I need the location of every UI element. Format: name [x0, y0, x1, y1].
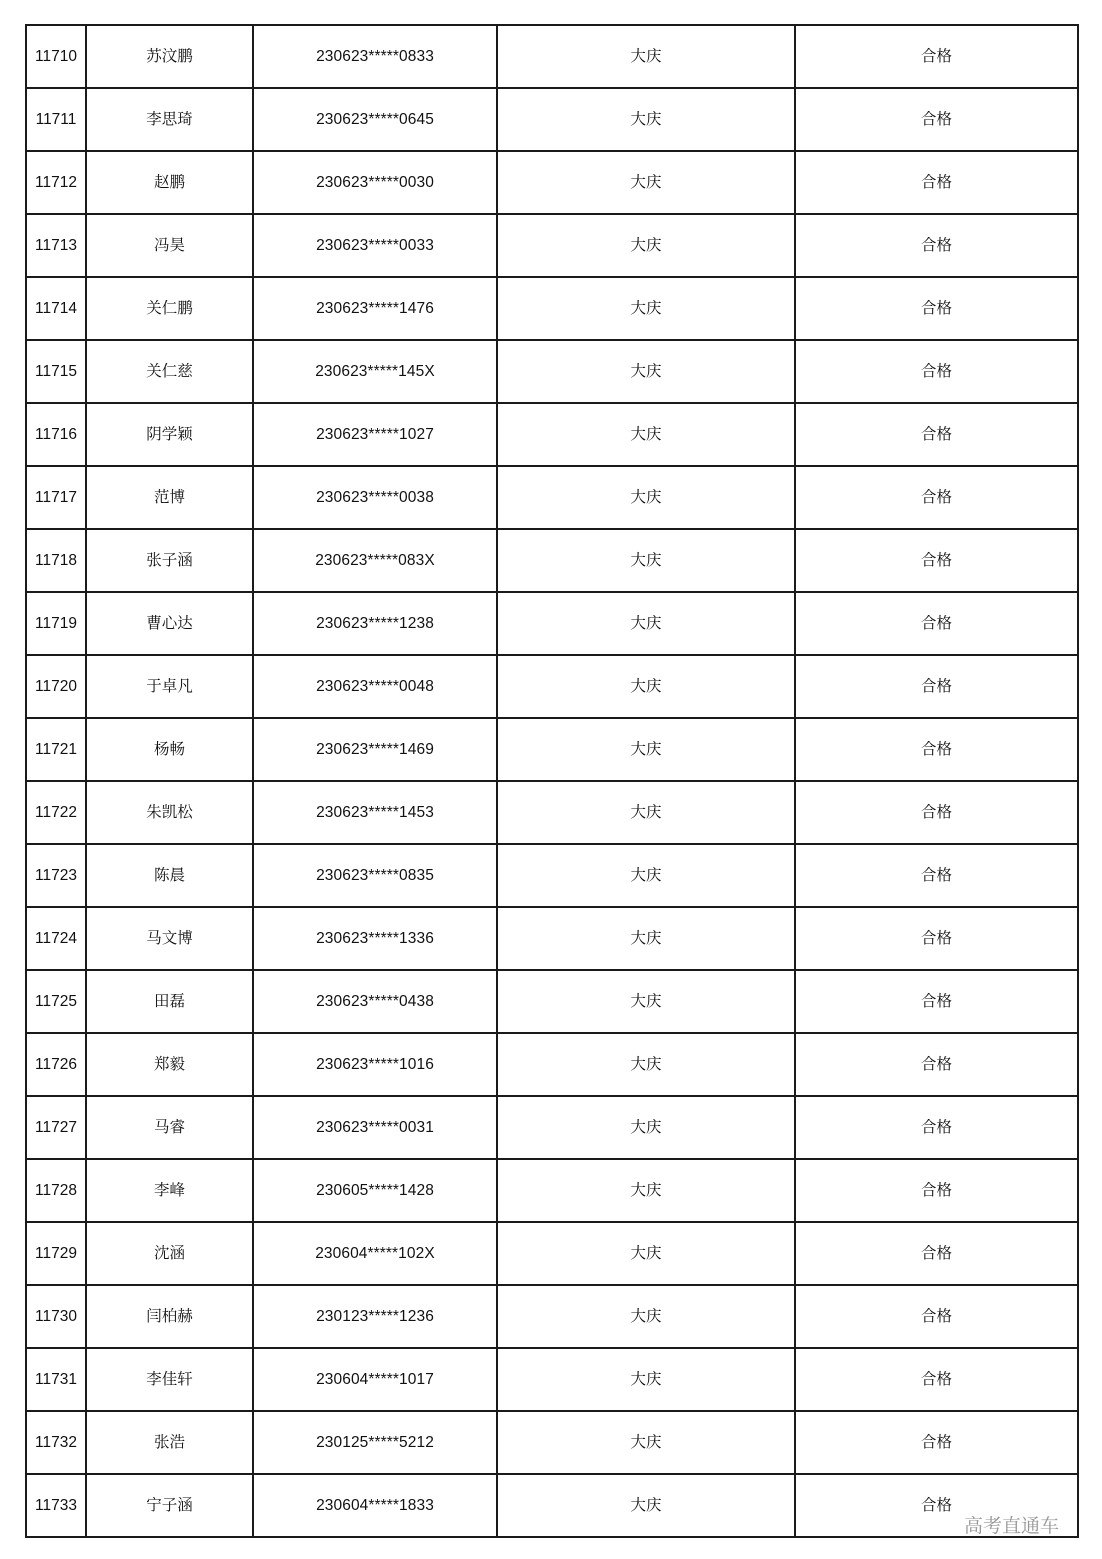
table-row [26, 781, 1078, 844]
cell-name: 李佳轩 [86, 1348, 253, 1411]
table-row [26, 1222, 1078, 1285]
cell-result: 合格 [795, 970, 1078, 1033]
cell-result: 合格 [795, 1474, 1078, 1537]
table-row [26, 214, 1078, 277]
cell-name: 朱凯松 [86, 781, 253, 844]
cell-city: 大庆 [497, 403, 795, 466]
cell-name: 陈晨 [86, 844, 253, 907]
cell-name: 关仁鹏 [86, 277, 253, 340]
cell-city: 大庆 [497, 1159, 795, 1222]
cell-serial-number: 11719 [26, 592, 86, 655]
cell-name: 宁子涵 [86, 1474, 253, 1537]
cell-serial-number: 11720 [26, 655, 86, 718]
cell-result: 合格 [795, 844, 1078, 907]
table-row [26, 1474, 1078, 1537]
cell-name: 张浩 [86, 1411, 253, 1474]
cell-name: 于卓凡 [86, 655, 253, 718]
table-row [26, 718, 1078, 781]
cell-name: 田磊 [86, 970, 253, 1033]
cell-serial-number: 11713 [26, 214, 86, 277]
cell-city: 大庆 [497, 340, 795, 403]
cell-id-number: 230123*****1236 [253, 1285, 497, 1348]
cell-city: 大庆 [497, 88, 795, 151]
cell-result: 合格 [795, 340, 1078, 403]
cell-serial-number: 11730 [26, 1285, 86, 1348]
cell-result: 合格 [795, 88, 1078, 151]
cell-city: 大庆 [497, 1411, 795, 1474]
cell-id-number: 230623*****0835 [253, 844, 497, 907]
cell-result: 合格 [795, 277, 1078, 340]
cell-result: 合格 [795, 466, 1078, 529]
table-row [26, 1348, 1078, 1411]
cell-city: 大庆 [497, 529, 795, 592]
cell-serial-number: 11716 [26, 403, 86, 466]
table-row [26, 529, 1078, 592]
cell-serial-number: 11729 [26, 1222, 86, 1285]
cell-city: 大庆 [497, 1348, 795, 1411]
cell-result: 合格 [795, 1159, 1078, 1222]
cell-result: 合格 [795, 403, 1078, 466]
cell-serial-number: 11723 [26, 844, 86, 907]
cell-serial-number: 11732 [26, 1411, 86, 1474]
cell-serial-number: 11711 [26, 88, 86, 151]
cell-id-number: 230623*****0645 [253, 88, 497, 151]
cell-result: 合格 [795, 1285, 1078, 1348]
table-row [26, 1033, 1078, 1096]
table-row [26, 88, 1078, 151]
watermark-text: 高考直通车 [964, 1515, 1060, 1537]
cell-serial-number: 11733 [26, 1474, 86, 1537]
cell-city: 大庆 [497, 1222, 795, 1285]
table-row [26, 844, 1078, 907]
cell-name: 冯昊 [86, 214, 253, 277]
table-row [26, 907, 1078, 970]
table-row [26, 1285, 1078, 1348]
cell-serial-number: 11725 [26, 970, 86, 1033]
cell-id-number: 230623*****0833 [253, 25, 497, 88]
cell-city: 大庆 [497, 1474, 795, 1537]
cell-serial-number: 11717 [26, 466, 86, 529]
cell-result: 合格 [795, 1033, 1078, 1096]
cell-serial-number: 11731 [26, 1348, 86, 1411]
cell-name: 关仁慈 [86, 340, 253, 403]
cell-result: 合格 [795, 718, 1078, 781]
cell-id-number: 230623*****0031 [253, 1096, 497, 1159]
table-row [26, 1096, 1078, 1159]
roster-sheet [25, 24, 1077, 1537]
cell-id-number: 230604*****1017 [253, 1348, 497, 1411]
cell-city: 大庆 [497, 466, 795, 529]
cell-serial-number: 11715 [26, 340, 86, 403]
roster-table [25, 24, 1079, 1538]
cell-id-number: 230125*****5212 [253, 1411, 497, 1474]
cell-name: 郑毅 [86, 1033, 253, 1096]
cell-result: 合格 [795, 1348, 1078, 1411]
cell-name: 阴学颖 [86, 403, 253, 466]
cell-result: 合格 [795, 214, 1078, 277]
cell-id-number: 230623*****1453 [253, 781, 497, 844]
cell-name: 沈涵 [86, 1222, 253, 1285]
cell-result: 合格 [795, 1222, 1078, 1285]
cell-city: 大庆 [497, 907, 795, 970]
cell-id-number: 230623*****1469 [253, 718, 497, 781]
cell-id-number: 230605*****1428 [253, 1159, 497, 1222]
cell-result: 合格 [795, 781, 1078, 844]
cell-city: 大庆 [497, 718, 795, 781]
cell-result: 合格 [795, 907, 1078, 970]
table-row [26, 592, 1078, 655]
cell-serial-number: 11714 [26, 277, 86, 340]
cell-serial-number: 11728 [26, 1159, 86, 1222]
cell-name: 曹心达 [86, 592, 253, 655]
cell-city: 大庆 [497, 277, 795, 340]
table-row [26, 25, 1078, 88]
cell-id-number: 230623*****083X [253, 529, 497, 592]
cell-name: 范博 [86, 466, 253, 529]
cell-result: 合格 [795, 1411, 1078, 1474]
cell-result: 合格 [795, 1096, 1078, 1159]
cell-serial-number: 11710 [26, 25, 86, 88]
cell-city: 大庆 [497, 970, 795, 1033]
cell-id-number: 230623*****1336 [253, 907, 497, 970]
cell-result: 合格 [795, 25, 1078, 88]
cell-name: 赵鹏 [86, 151, 253, 214]
cell-result: 合格 [795, 151, 1078, 214]
cell-city: 大庆 [497, 844, 795, 907]
cell-name: 苏汶鹏 [86, 25, 253, 88]
cell-id-number: 230623*****0033 [253, 214, 497, 277]
cell-name: 张子涵 [86, 529, 253, 592]
cell-result: 合格 [795, 655, 1078, 718]
table-row [26, 1159, 1078, 1222]
cell-id-number: 230604*****102X [253, 1222, 497, 1285]
cell-result: 合格 [795, 592, 1078, 655]
cell-name: 马文博 [86, 907, 253, 970]
table-row [26, 403, 1078, 466]
cell-name: 闫柏赫 [86, 1285, 253, 1348]
cell-name: 马睿 [86, 1096, 253, 1159]
cell-id-number: 230623*****1027 [253, 403, 497, 466]
cell-city: 大庆 [497, 781, 795, 844]
table-row [26, 466, 1078, 529]
cell-city: 大庆 [497, 214, 795, 277]
cell-id-number: 230623*****1238 [253, 592, 497, 655]
cell-serial-number: 11718 [26, 529, 86, 592]
table-row [26, 151, 1078, 214]
cell-serial-number: 11722 [26, 781, 86, 844]
cell-id-number: 230623*****0038 [253, 466, 497, 529]
cell-id-number: 230623*****1016 [253, 1033, 497, 1096]
cell-city: 大庆 [497, 1033, 795, 1096]
cell-id-number: 230623*****145X [253, 340, 497, 403]
cell-name: 杨畅 [86, 718, 253, 781]
cell-city: 大庆 [497, 655, 795, 718]
cell-city: 大庆 [497, 1285, 795, 1348]
cell-id-number: 230623*****0030 [253, 151, 497, 214]
cell-id-number: 230623*****1476 [253, 277, 497, 340]
table-row [26, 277, 1078, 340]
cell-id-number: 230623*****0048 [253, 655, 497, 718]
cell-serial-number: 11726 [26, 1033, 86, 1096]
cell-serial-number: 11721 [26, 718, 86, 781]
cell-city: 大庆 [497, 25, 795, 88]
cell-city: 大庆 [497, 592, 795, 655]
cell-city: 大庆 [497, 1096, 795, 1159]
cell-serial-number: 11712 [26, 151, 86, 214]
cell-serial-number: 11724 [26, 907, 86, 970]
cell-serial-number: 11727 [26, 1096, 86, 1159]
cell-name: 李峰 [86, 1159, 253, 1222]
cell-id-number: 230623*****0438 [253, 970, 497, 1033]
cell-name: 李思琦 [86, 88, 253, 151]
table-row [26, 655, 1078, 718]
table-row [26, 970, 1078, 1033]
cell-id-number: 230604*****1833 [253, 1474, 497, 1537]
cell-result: 合格 [795, 529, 1078, 592]
roster-body [26, 25, 1078, 1537]
table-row [26, 1411, 1078, 1474]
table-row [26, 340, 1078, 403]
cell-city: 大庆 [497, 151, 795, 214]
